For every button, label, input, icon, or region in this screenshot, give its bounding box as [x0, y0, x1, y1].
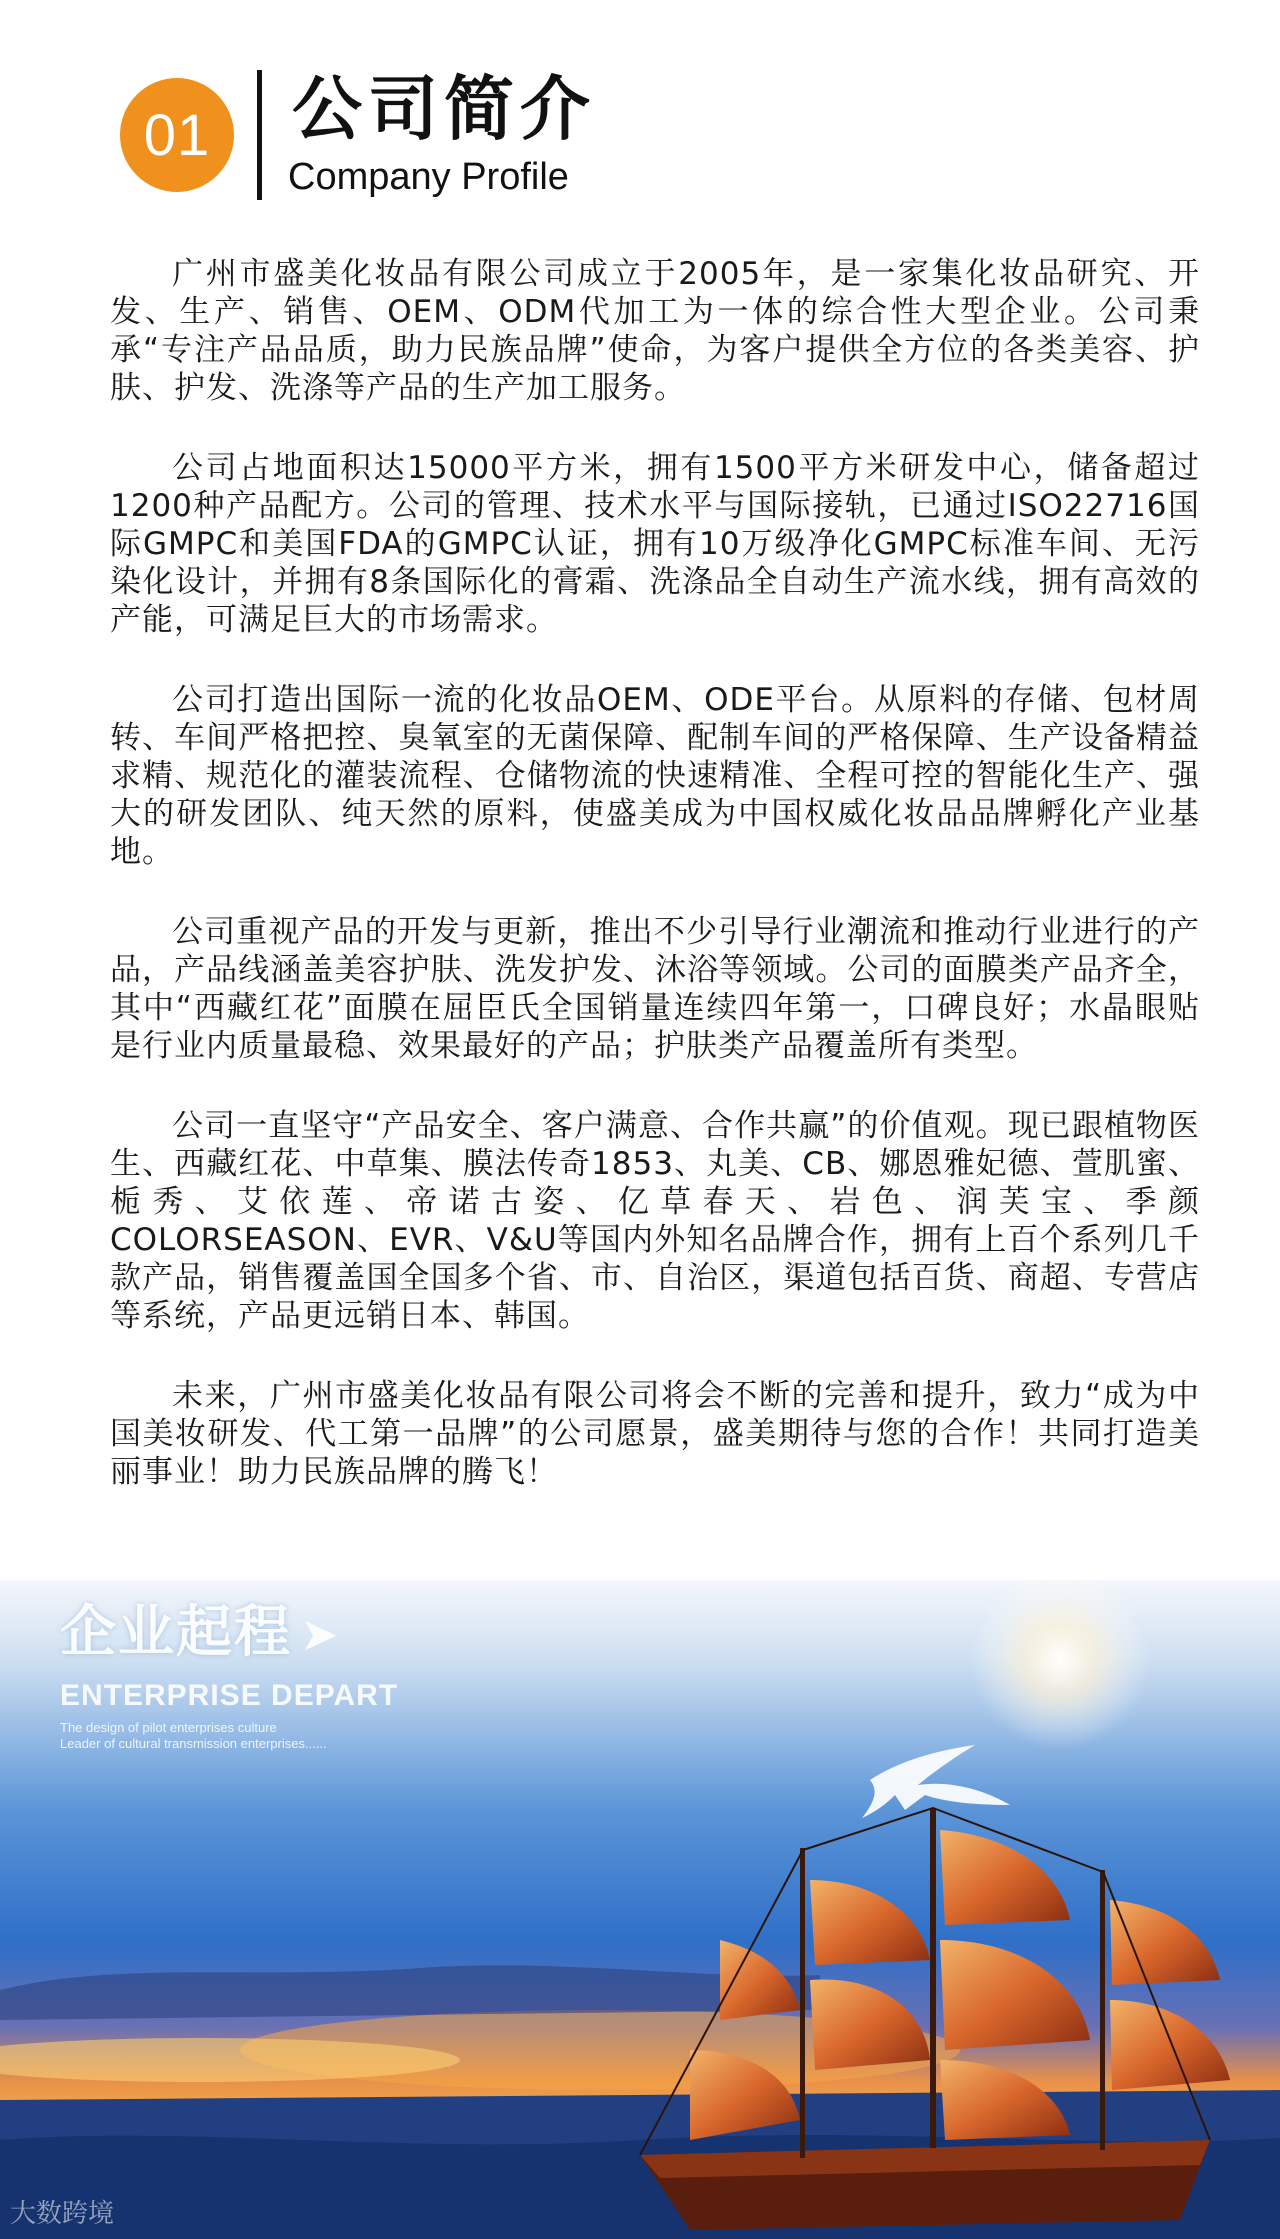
play-arrow-icon: ➤ — [300, 1607, 339, 1661]
watermark: 大数跨境 — [10, 2199, 115, 2229]
section-number-badge: 01 — [120, 78, 234, 192]
paragraph-partners: 公司一直坚守“产品安全、客户满意、合作共赢”的价值观。现已跟植物医生、西藏红花、中草集、膜法传奇1853、丸美、CB、娜恩雅妃德、萱肌蜜、栀秀、艾依莲、帝诺古姿、亿草春天、岩色、润芙宝、季颜COLORSEASON、EVR、V&U等国内外知名品牌合作，拥有上百个系列几千款产品，销售覆盖国全国多个省、市、自治区，渠道包括百货、商超、专营店等系统，产品更远销日本、韩国。 — [110, 1108, 1200, 1334]
banner-tagline-2: Leader of cultural transmission enterprises...... — [60, 1736, 327, 1751]
header-divider — [257, 70, 262, 200]
paragraph-intro: 广州市盛美化妆品有限公司成立于2005年，是一家集化妆品研究、开发、生产、销售、OEM、ODM代加工为一体的综合性大型企业。公司秉承“专注产品品质，助力民族品牌”使命，为客户提供全方位的各类美容、护肤、护发、洗涤等产品的生产加工服务。 — [110, 256, 1200, 406]
banner-title-en: ENTERPRISE DEPART — [60, 1679, 399, 1712]
banner-tagline-1: The design of pilot enterprises culture — [60, 1720, 277, 1735]
section-header — [0, 0, 1280, 220]
paragraph-future: 未来，广州市盛美化妆品有限公司将会不断的完善和提升，致力“成为中国美妆研发、代工第一品牌”的公司愿景，盛美期待与您的合作！共同打造美丽事业！助力民族品牌的腾飞！ — [110, 1378, 1200, 1490]
section-title-cn: 公司简介 — [292, 68, 596, 150]
paragraph-platform: 公司打造出国际一流的化妆品OEM、ODE平台。从原料的存储、包材周转、车间严格把控、臭氧室的无菌保障、配制车间的严格保障、生产设备精益求精、规范化的灌装流程、仓储物流的快速精准、全程可控的智能化生产、强大的研发团队、纯天然的原料，使盛美成为中国权威化妆品品牌孵化产业基地。 — [110, 682, 1200, 870]
section-title-en: Company Profile — [288, 156, 569, 198]
enterprise-depart-banner — [0, 1580, 1280, 2239]
paragraph-facilities: 公司占地面积达15000平方米，拥有1500平方米研发中心，储备超过1200种产品配方。公司的管理、技术水平与国际接轨，已通过ISO22716国际GMPC和美国FDA的GMPC认证，拥有10万级净化GMPC标准车间、无污染化设计，并拥有8条国际化的膏霜、洗涤品全自动生产流水线，拥有高效的产能，可满足巨大的市场需求。 — [110, 450, 1200, 638]
profile-text — [110, 255, 1200, 1533]
paragraph-products: 公司重视产品的开发与更新，推出不少引导行业潮流和推动行业进行的产品，产品线涵盖美容护肤、洗发护发、沐浴等领域。公司的面膜类产品齐全，其中“西藏红花”面膜在屈臣氏全国销量连续四年第一，口碑良好；水晶眼贴是行业内质量最稳、效果最好的产品；护肤类产品覆盖所有类型。 — [110, 914, 1200, 1064]
banner-title-cn: 企业起程 — [60, 1600, 292, 1665]
